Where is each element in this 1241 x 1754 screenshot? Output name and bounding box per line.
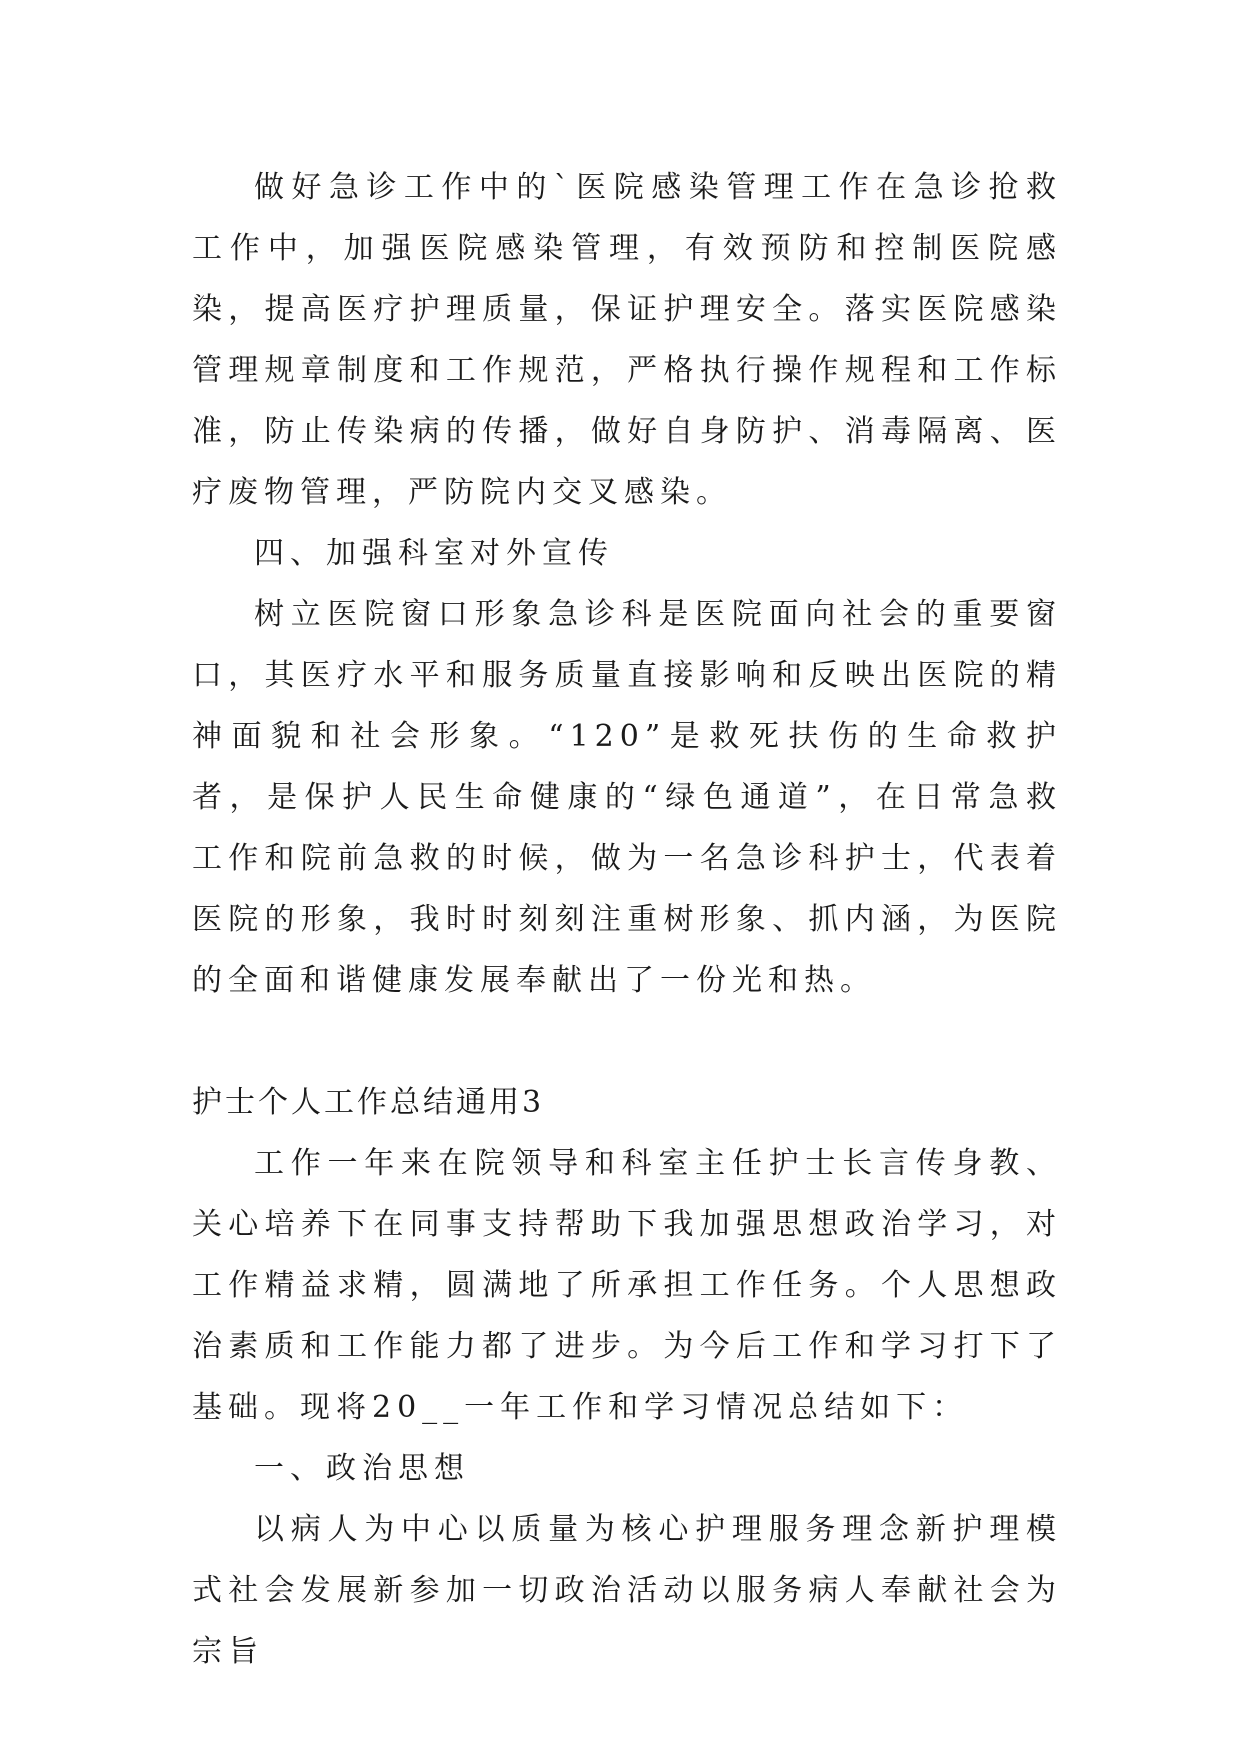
heading-politics: 一、政治思想	[254, 1451, 470, 1486]
heading-publicity: 四、加强科室对外宣传	[254, 536, 614, 571]
section-title-summary-3: 护士个人工作总结通用3	[192, 1085, 545, 1120]
paragraph-year-review: 工作一年来在院领导和科室主任护士长言传身教、关心培养下在同事支持帮助下我加强思想政治学习，对工作精益求精，圆满地了所承担工作任务。个人思想政治素质和工作能力都了进步。为今后工作和学习打下了基础。现将20__一年工作和学习情况总结如下：	[192, 1146, 1062, 1425]
paragraph-infection-control: 做好急诊工作中的`医院感染管理工作在急诊抢救工作中，加强医院感染管理，有效预防和控制医院感染，提高医疗护理质量，保证护理安全。落实医院感染管理规章制度和工作规范，严格执行操作规程和工作标准，防止传染病的传播，做好自身防护、消毒隔离、医疗废物管理，严防院内交叉感染。	[192, 170, 1062, 510]
paragraph-hospital-image: 树立医院窗口形象急诊科是医院面向社会的重要窗口，其医疗水平和服务质量直接影响和反映出医院的精神面貌和社会形象。“120”是救死扶伤的生命救护者，是保护人民生命健康的“绿色通道”，在日常急救工作和院前急救的时候，做为一名急诊科护士，代表着医院的形象，我时时刻刻注重树形象、抓内涵，为医院的全面和谐健康发展奉献出了一份光和热。	[192, 597, 1062, 998]
document-body	[192, 157, 1062, 1682]
paragraph-patient-centered: 以病人为中心以质量为核心护理服务理念新护理模式社会发展新参加一切政治活动以服务病人奉献社会为宗旨	[192, 1512, 1062, 1669]
